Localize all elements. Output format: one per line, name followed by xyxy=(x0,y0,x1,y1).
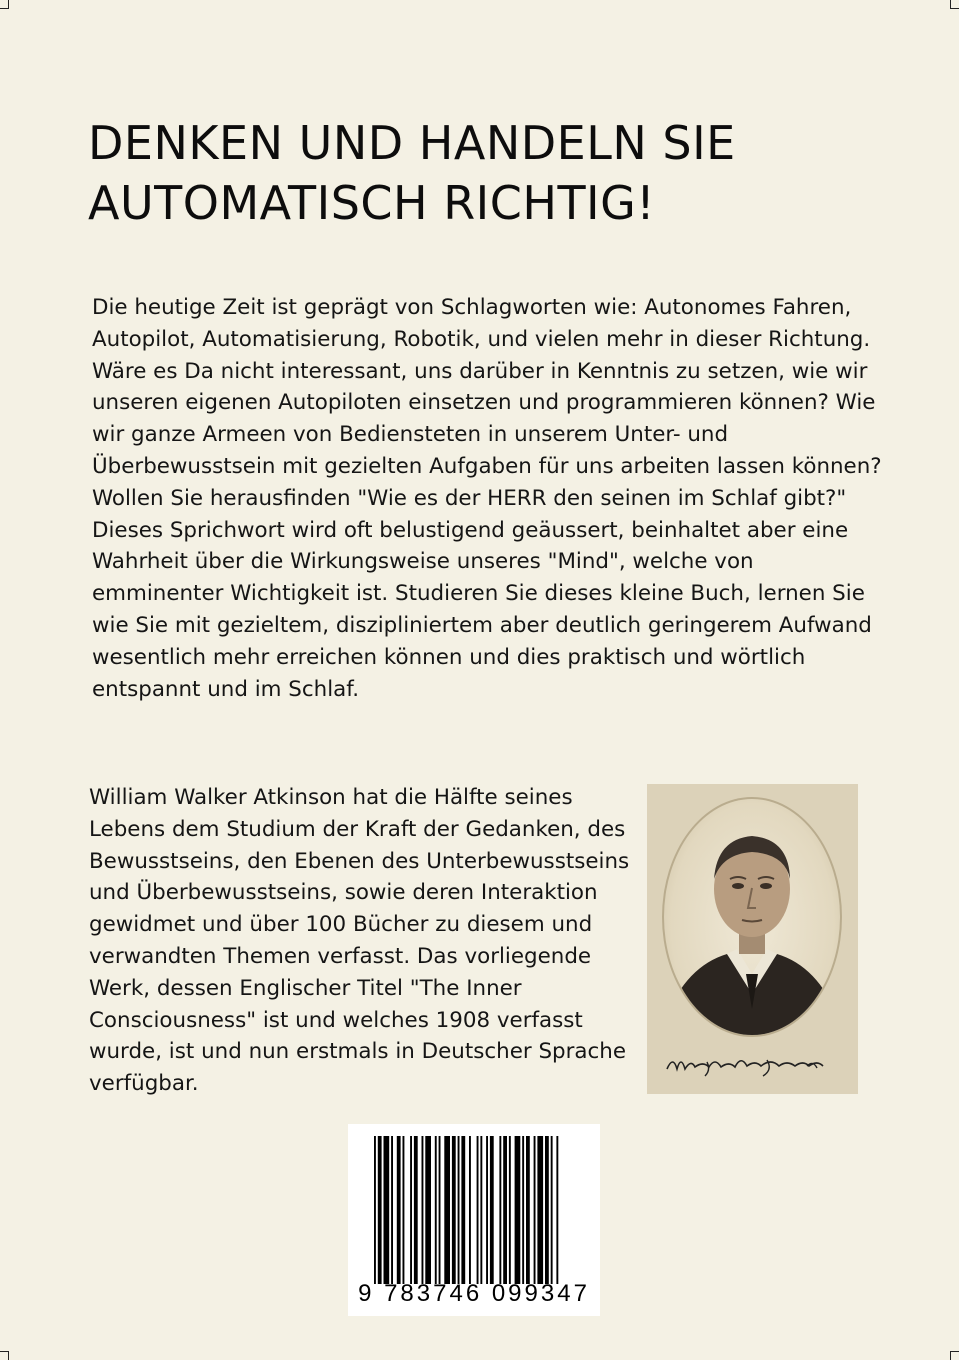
barcode-bar xyxy=(522,1136,524,1284)
barcode-bar xyxy=(545,1136,549,1284)
crop-mark-top-left xyxy=(0,0,9,9)
barcode-bar xyxy=(509,1136,511,1284)
barcode-bar xyxy=(526,1136,530,1284)
barcode-bar xyxy=(551,1136,553,1284)
barcode-bar xyxy=(435,1136,437,1284)
barcode-bar xyxy=(391,1136,393,1284)
barcode-bar xyxy=(503,1136,507,1284)
barcode-bar xyxy=(461,1136,465,1284)
barcode-bar xyxy=(515,1136,521,1284)
barcode-bar xyxy=(480,1136,482,1284)
barcode-bar xyxy=(486,1136,488,1284)
barcode-bar xyxy=(499,1136,501,1284)
isbn-barcode xyxy=(348,1124,600,1316)
barcode-bar xyxy=(490,1136,494,1284)
author-biography: William Walker Atkinson hat die Hälfte seines Lebens dem Studium der Kraft der Gedanken, des Bewusstseins, den Ebenen des Unterbewusstseins und Überbewusstseins, sowie deren Interaktion gewidmet und über 100 Bücher zu diesem und verwandten Themen verfasst. Das vorliegende Werk, dessen Englischer Titel "The Inner Consciousness" ist und welches 1908 verfasst wurde, ist und nun erstmals in Deutscher Sprache verfügbar. xyxy=(89,785,630,1097)
barcode-bar xyxy=(452,1136,456,1284)
book-description: Die heutige Zeit ist geprägt von Schlagworten wie: Autonomes Fahren, Autopilot, Automatisierung, Robotik, und vielen mehr in dieser Richtung. Wäre es Da nicht interessant, uns darüber in Kenntnis zu setzen, wie wir unseren eigenen Autopiloten einsetzen und programmieren können? Wie wir ganze Armeen von Bediensteten in unserem Unter- und Überbewusstsein mit gezielten Aufgaben für uns arbeiten lassen können? Wollen Sie herausfinden "Wie es der HERR den seinen im Schlaf gibt?" Dieses Sprichwort wird oft belustigend geäussert, beinhaltet aber eine Wahrheit über die Wirkungsweise unseres "Mind", welche von emminenter Wichtigkeit ist. Studieren Sie dieses kleine Buch, lernen Sie wie Sie mit gezieltem, diszipliniertem aber deutlich geringerem Aufwand wesentlich mehr erreichen können und dies praktisch und wörtlich entspannt und im Schlaf. xyxy=(92,295,882,702)
barcode-bar xyxy=(458,1136,460,1284)
barcode-bar xyxy=(403,1136,405,1284)
barcode-bar xyxy=(410,1136,412,1284)
barcode-bar xyxy=(374,1136,376,1284)
barcode-bar xyxy=(378,1136,382,1284)
barcode-bar xyxy=(477,1136,479,1284)
barcode-bar xyxy=(414,1136,418,1284)
barcode-bar xyxy=(422,1136,424,1284)
barcode-bar xyxy=(384,1136,390,1284)
crop-mark-bottom-left xyxy=(0,1351,9,1360)
barcode-bar xyxy=(397,1136,401,1284)
barcode-bar xyxy=(469,1136,471,1284)
barcode-bar xyxy=(534,1136,536,1284)
cover-headline: DENKEN UND HANDELN SIE AUTOMATISCH RICHTIG! xyxy=(88,116,736,230)
crop-mark-top-right xyxy=(950,0,959,9)
barcode-bar xyxy=(537,1136,543,1284)
crop-mark-bottom-right xyxy=(950,1351,959,1360)
author-portrait xyxy=(647,784,858,1094)
barcode-bar xyxy=(444,1136,450,1284)
barcode-bar xyxy=(439,1136,441,1284)
barcode-bar xyxy=(425,1136,431,1284)
barcode-bar xyxy=(556,1136,558,1284)
isbn-number: 9 783746 099347 xyxy=(358,1280,590,1307)
